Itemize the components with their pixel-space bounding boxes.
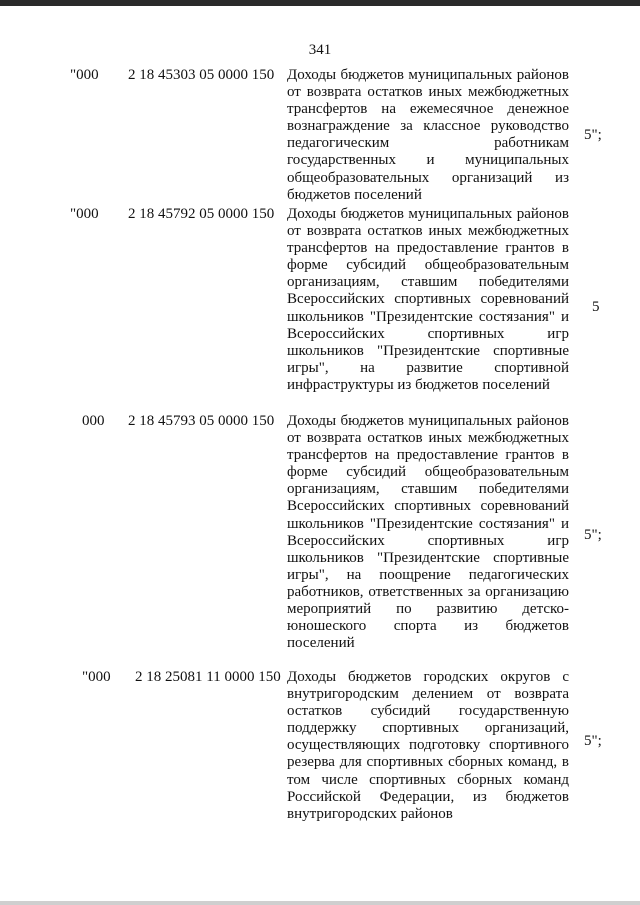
budget-classification-code: 2 18 45792 05 0000 150	[128, 206, 275, 222]
revenue-name: Доходы бюджетов муниципальных районов от возврата остатков иных межбюджетных трансфертов на предоставление грантов в форме субсидий общеобразовательным организациям, ставшим победителями Всероссийских спортивных соревнований школьников "Президентские состязания" и Всероссийских спортивных игр школьников "Президентские спортивные игры", на развитие спортивной инфраструктуры из бюджетов поселений	[287, 206, 569, 393]
revenue-name: Доходы бюджетов муниципальных районов от возврата остатков иных межбюджетных трансфертов на ежемесячное денежное вознаграждение за классное руководство педагогическим работникам государственных и муниципальных общеобразовательных организаций из бюджетов поселений	[287, 67, 569, 203]
norm-percent: 5";	[584, 127, 602, 143]
scan-bottom-edge	[0, 901, 640, 905]
page-number: 341	[308, 42, 332, 58]
admin-code: "000	[70, 67, 99, 83]
budget-classification-code: 2 18 45793 05 0000 150	[128, 413, 275, 429]
admin-code: "000	[70, 206, 99, 222]
norm-percent: 5	[592, 299, 600, 315]
budget-classification-code: 2 18 25081 11 0000 150	[135, 669, 281, 685]
revenue-name: Доходы бюджетов муниципальных районов от возврата остатков иных межбюджетных трансфертов на предоставление грантов в форме субсидий общеобразовательным организациям, ставшим победителями Всероссийских спортивных соревнований школьников "Президентские состязания" и Всероссийских спортивных игр школьников "Президентские спортивные игры", на поощрение педагогических работников, ответственных за организацию мероприятий по развитию детско-юношеского спорта из бюджетов поселений	[287, 413, 569, 652]
scan-top-edge	[0, 0, 640, 6]
norm-percent: 5";	[584, 733, 602, 749]
budget-classification-code: 2 18 45303 05 0000 150	[128, 67, 275, 83]
admin-code: 000	[82, 413, 105, 429]
revenue-name: Доходы бюджетов городских округов с внутригородским делением от возврата остатков субсидий государственную поддержку спортивных организаций, осуществляющих подготовку спортивного резерва для спортивных сборных команд, в том числе спортивных сборных команд Российской Федерации, из бюджетов внутригородских районов	[287, 669, 569, 822]
admin-code: "000	[82, 669, 111, 685]
norm-percent: 5";	[584, 527, 602, 543]
